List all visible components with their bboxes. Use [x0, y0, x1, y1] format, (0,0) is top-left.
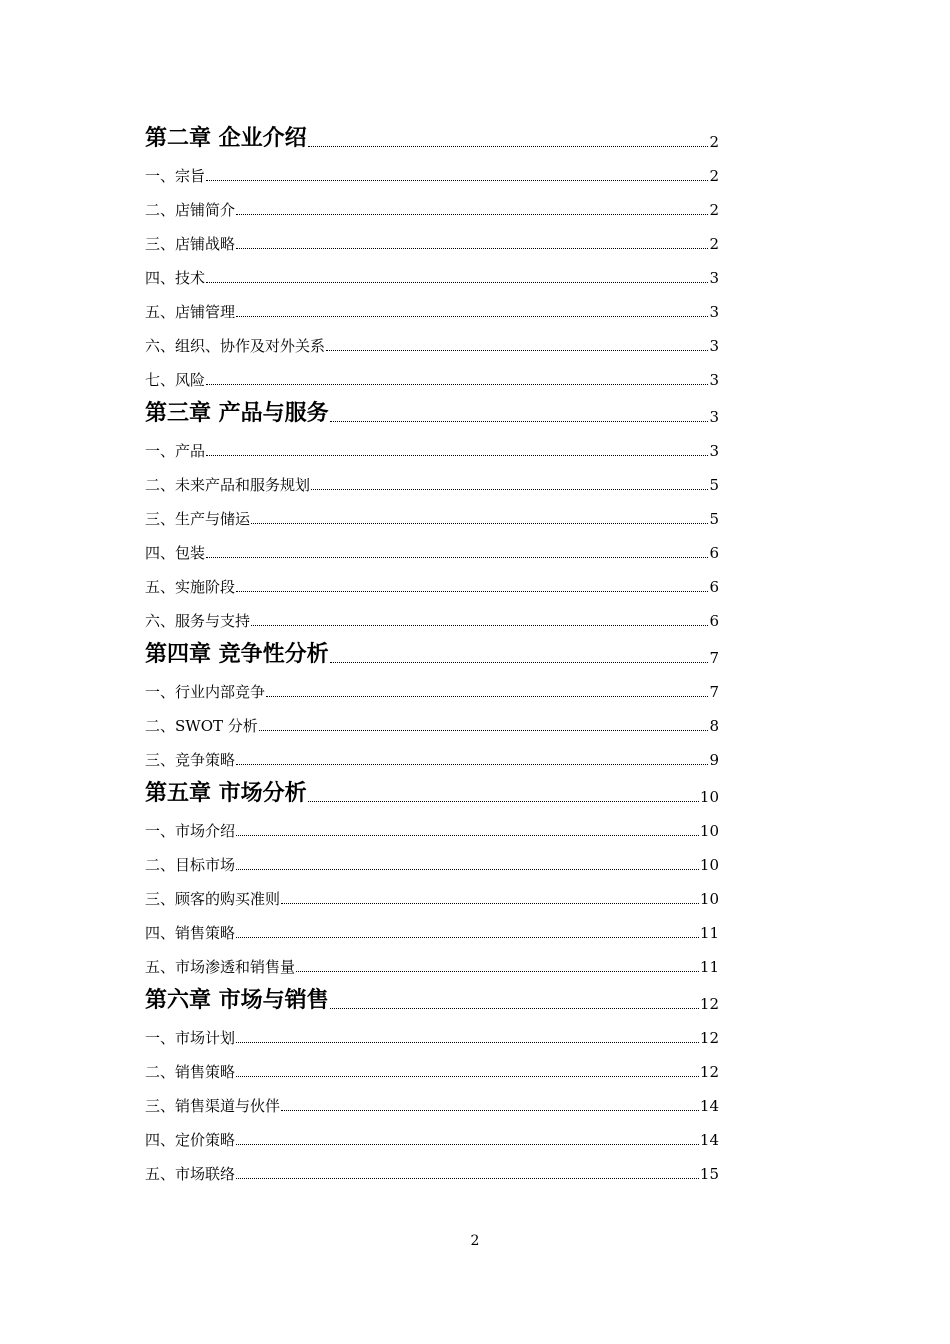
toc-title: 一、行业内部竞争: [145, 683, 266, 701]
toc-page-number: 2: [709, 235, 719, 253]
toc-title: 二、SWOT 分析: [145, 717, 258, 735]
toc-title: 三、竞争策略: [145, 751, 236, 769]
toc-chapter-4[interactable]: [145, 631, 719, 668]
toc-page-number: 3: [709, 371, 719, 389]
dot-leader: [308, 801, 699, 802]
toc-entry[interactable]: [145, 152, 719, 186]
toc-title: 第六章 市场与销售: [145, 988, 329, 1013]
dot-leader: [308, 146, 709, 147]
toc-entry[interactable]: [145, 909, 719, 943]
toc-entry[interactable]: [145, 288, 719, 322]
dot-leader: [236, 835, 699, 836]
toc-page-number: 3: [709, 408, 719, 426]
toc-entry[interactable]: [145, 186, 719, 220]
toc-page-number: 2: [709, 133, 719, 151]
toc-entry[interactable]: [145, 841, 719, 875]
dot-leader: [296, 971, 699, 972]
toc-title: 五、实施阶段: [145, 578, 236, 596]
toc-page-number: 6: [709, 578, 719, 596]
toc-entry[interactable]: [145, 1014, 719, 1048]
toc-page-number: 14: [699, 1097, 719, 1115]
toc-page-number: 3: [709, 337, 719, 355]
toc-entry[interactable]: [145, 668, 719, 702]
dot-leader: [206, 455, 708, 456]
dot-leader: [259, 730, 709, 731]
toc-title: 七、风险: [145, 371, 206, 389]
toc-page-number: 10: [699, 788, 719, 806]
dot-leader: [251, 625, 708, 626]
toc-title: 一、产品: [145, 442, 206, 460]
dot-leader: [206, 282, 708, 283]
dot-leader: [326, 350, 708, 351]
toc-entry[interactable]: [145, 220, 719, 254]
toc-page-number: 10: [699, 822, 719, 840]
toc-entry[interactable]: [145, 1116, 719, 1150]
toc-page-number: 6: [709, 544, 719, 562]
toc-entry[interactable]: [145, 875, 719, 909]
dot-leader: [330, 662, 709, 663]
toc-page-number: 7: [709, 649, 719, 667]
dot-leader: [281, 903, 699, 904]
toc-title: 一、市场计划: [145, 1029, 236, 1047]
toc-page-number: 12: [699, 1063, 719, 1081]
toc-page-number: 3: [709, 303, 719, 321]
toc-page-number: 3: [709, 269, 719, 287]
toc-title: 三、顾客的购买准则: [145, 890, 281, 908]
dot-leader: [236, 1042, 699, 1043]
toc-chapter-3[interactable]: [145, 390, 719, 427]
toc-title: 五、市场联络: [145, 1165, 236, 1183]
toc-title: 二、店铺简介: [145, 201, 236, 219]
toc-entry[interactable]: [145, 322, 719, 356]
toc-entry[interactable]: [145, 461, 719, 495]
toc-entry[interactable]: [145, 736, 719, 770]
toc-title: 五、市场渗透和销售量: [145, 958, 296, 976]
toc-title: 六、服务与支持: [145, 612, 251, 630]
toc-title: 第二章 企业介绍: [145, 126, 307, 151]
toc-page-number: 11: [699, 958, 719, 976]
toc-page-number: 2: [709, 201, 719, 219]
toc-entry[interactable]: [145, 427, 719, 461]
dot-leader: [311, 489, 708, 490]
toc-page-number: 12: [699, 995, 719, 1013]
toc-entry[interactable]: [145, 529, 719, 563]
toc-page-number: 12: [699, 1029, 719, 1047]
toc-entry[interactable]: [145, 563, 719, 597]
toc-title: 一、市场介绍: [145, 822, 236, 840]
dot-leader: [236, 937, 699, 938]
toc-page-number: 7: [709, 683, 719, 701]
toc-page-number: 8: [709, 717, 719, 735]
toc-title: 四、定价策略: [145, 1131, 236, 1149]
toc-title: 四、销售策略: [145, 924, 236, 942]
dot-leader: [236, 1178, 699, 1179]
toc-page-number: 2: [709, 167, 719, 185]
toc-title: 三、销售渠道与伙伴: [145, 1097, 281, 1115]
toc-page-number: 14: [699, 1131, 719, 1149]
dot-leader: [330, 1008, 699, 1009]
toc-entry[interactable]: [145, 943, 719, 977]
dot-leader: [206, 180, 708, 181]
toc-entry[interactable]: [145, 702, 719, 736]
toc-entry[interactable]: [145, 807, 719, 841]
toc-page-number: 5: [709, 476, 719, 494]
toc-title: 二、目标市场: [145, 856, 236, 874]
toc-chapter-5[interactable]: [145, 770, 719, 807]
table-of-contents: [145, 115, 719, 1184]
dot-leader: [236, 764, 708, 765]
toc-title: 五、店铺管理: [145, 303, 236, 321]
dot-leader: [281, 1110, 699, 1111]
toc-page-number: 10: [699, 890, 719, 908]
toc-title: 第五章 市场分析: [145, 781, 307, 806]
toc-title: 二、销售策略: [145, 1063, 236, 1081]
toc-page-number: 9: [709, 751, 719, 769]
toc-chapter-2[interactable]: [145, 115, 719, 152]
toc-chapter-6[interactable]: [145, 977, 719, 1014]
dot-leader: [236, 248, 708, 249]
dot-leader: [206, 384, 708, 385]
toc-title: 二、未来产品和服务规划: [145, 476, 311, 494]
toc-title: 六、组织、协作及对外关系: [145, 337, 326, 355]
toc-page-number: 5: [709, 510, 719, 528]
dot-leader: [251, 523, 708, 524]
toc-title: 第四章 竞争性分析: [145, 642, 329, 667]
dot-leader: [236, 1144, 699, 1145]
toc-page-number: 6: [709, 612, 719, 630]
dot-leader: [236, 214, 708, 215]
dot-leader: [236, 1076, 699, 1077]
toc-entry[interactable]: [145, 356, 719, 390]
toc-title: 四、技术: [145, 269, 206, 287]
toc-entry[interactable]: [145, 1082, 719, 1116]
toc-entry[interactable]: [145, 1150, 719, 1184]
toc-title: 三、店铺战略: [145, 235, 236, 253]
dot-leader: [236, 591, 708, 592]
toc-title: 第三章 产品与服务: [145, 401, 329, 426]
toc-page-number: 15: [699, 1165, 719, 1183]
toc-page-number: 3: [709, 442, 719, 460]
dot-leader: [236, 869, 699, 870]
toc-title: 一、宗旨: [145, 167, 206, 185]
toc-entry[interactable]: [145, 597, 719, 631]
toc-entry[interactable]: [145, 254, 719, 288]
toc-title: 四、包装: [145, 544, 206, 562]
toc-page-number: 11: [699, 924, 719, 942]
toc-entry[interactable]: [145, 495, 719, 529]
footer-page-number: 2: [470, 1233, 480, 1249]
dot-leader: [206, 557, 708, 558]
toc-entry[interactable]: [145, 1048, 719, 1082]
toc-title: 三、生产与储运: [145, 510, 251, 528]
toc-page-number: 10: [699, 856, 719, 874]
dot-leader: [236, 316, 708, 317]
dot-leader: [330, 421, 709, 422]
dot-leader: [266, 696, 708, 697]
